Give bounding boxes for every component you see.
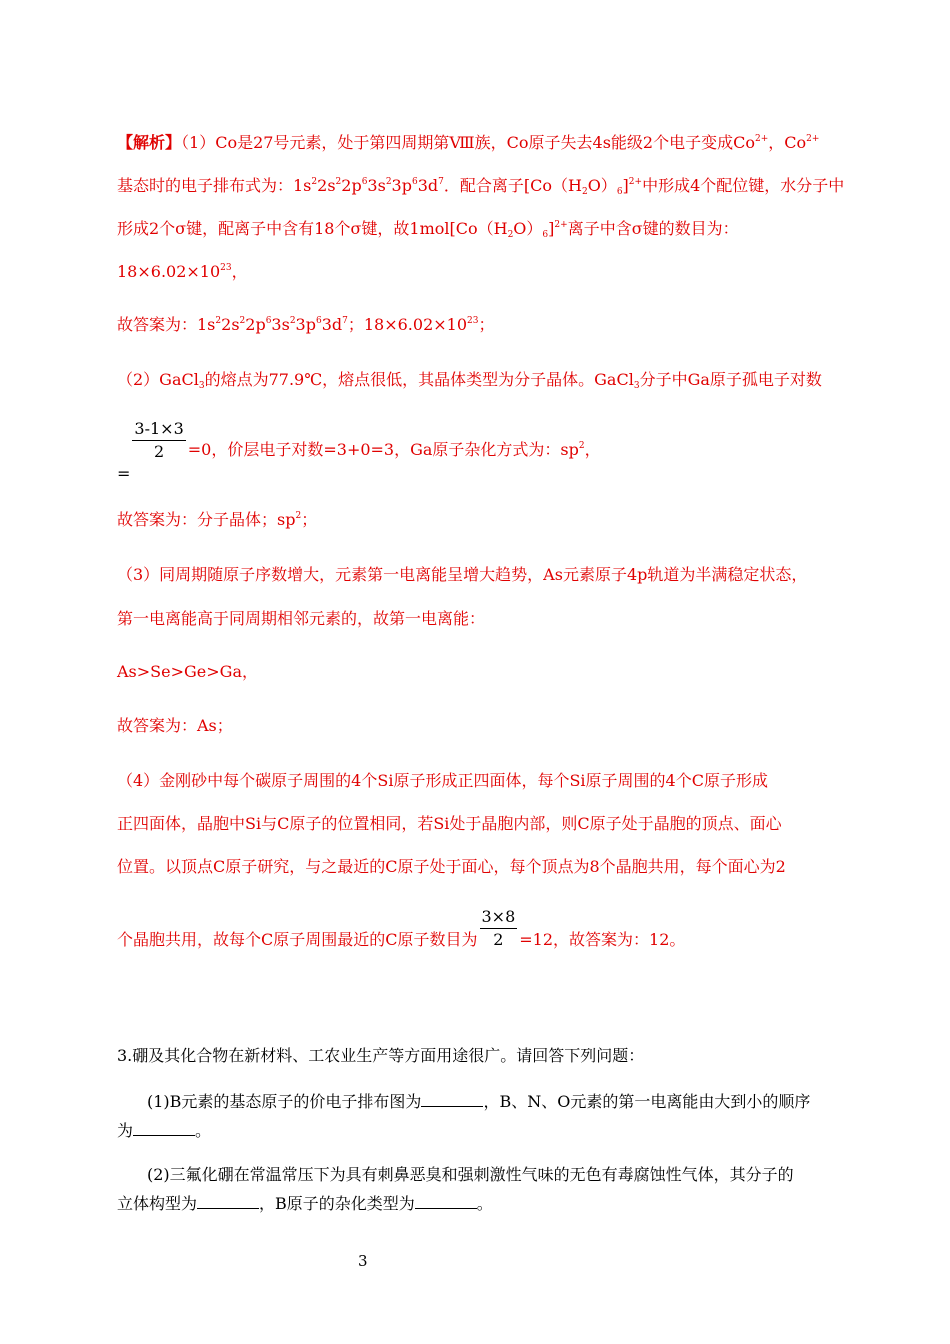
answer-2 [117,510,317,530]
text: =0，价层电子对数=3+0=3，Ga原子杂化方式为：sp [187,440,579,459]
superscript: 2 [289,316,296,326]
superscript: 2+ [806,134,820,144]
subscript: 2 [581,187,588,197]
text: 正四面体，晶胞中Si与C原子的位置相同，若Si处于晶胞内部，则C原子处于晶胞的顶点、面心 [117,814,782,833]
text: ；18×6.02×10 [347,315,468,334]
question-title [117,1046,644,1066]
superscript: 2 [578,441,585,451]
analysis-line-2: 基态时的电子排布式为：$1s^22s^22p^63s^23p^63d^7$．配合离子$[Co(H_2O)_6]^{2+}$中形成4个配位键，水分子中 [117,176,845,197]
analysis-part-4-line-2 [117,814,782,834]
fraction-denominator: 2 [153,442,165,461]
text: (1)B元素的基态原子的价电子排布图为 [147,1092,422,1111]
question-part-2-line-2 [117,1194,493,1214]
superscript: 2+ [554,220,568,230]
text: 第一电离能高于同周期相邻元素的，故第一电离能： [117,609,486,628]
subscript: 6 [542,230,549,240]
subscript: 2 [507,230,514,240]
text: 离子中含σ键的数目为： [567,219,739,238]
text: ； [478,315,495,334]
fraction-numerator: 3×8 [480,906,518,929]
subscript: 3 [633,381,640,391]
superscript: 6 [315,316,322,326]
text: 基态时的电子排布式为：1s [117,176,312,195]
text: 个晶胞共用，故每个C原子周围最近的C原子数目为 [117,930,478,949]
text: ； [301,510,318,529]
superscript: 2 [239,316,246,326]
answer-blank[interactable] [415,1194,477,1209]
text: 故答案为：As； [117,716,233,735]
page-number: 3 [358,1252,368,1270]
answer-blank[interactable] [133,1121,195,1136]
text: 分子中Ga原子孤电子对数 [639,370,822,389]
superscript: 6 [265,316,272,326]
text: （2）GaCl [117,370,199,389]
analysis-part-3-line-3 [117,662,258,682]
text: （1）Co是27号元素，处于第四周期第Ⅷ族，Co原子失去4s能级2个电子变成Co [181,133,755,152]
text: 位置。以顶点C原子研究，与之最近的C原子处于面心，每个顶点为8个晶胞共用，每个面心为2 [117,857,786,876]
text: 故答案为：1s [117,315,216,334]
analysis-part-4-line-4 [117,906,685,951]
text: ，B原子的杂化类型为 [259,1194,415,1213]
superscript: 2 [295,511,302,521]
superscript: 6 [361,177,368,187]
superscript: 23 [220,263,232,273]
subscript: 6 [616,187,623,197]
text: 中形成4个配位键，水分子中 [642,176,845,195]
fraction [480,906,518,951]
text: (2)三氟化硼在常温常压下为具有刺鼻恶臭和强刺激性气味的无色有毒腐蚀性气体，其分子的 [147,1165,794,1184]
text: 配合离子[Co（H [459,176,582,195]
fraction [132,418,185,463]
text: 故答案为：分子晶体；sp [117,510,296,529]
answer-blank[interactable] [197,1194,259,1209]
text: ，Co [768,133,807,152]
text: 立体构型为 [117,1194,198,1213]
analysis-line-3: 形成2个σ键，配离子中含有18个σ键，故$1mol[Co(H_2O)_6]^{2+}$离子中含σ键的数目为： [117,219,739,240]
superscript: 2 [335,177,342,187]
fraction-denominator: 2 [493,930,504,949]
text: 。 [195,1121,212,1140]
superscript: 7 [342,316,348,326]
text: （4）金刚砂中每个碳原子周围的4个Si原子形成正四面体，每个Si原子周围的4个C原子形成 [117,771,768,790]
text-group [188,439,601,461]
analysis-part-3-line-2 [117,609,485,629]
text: 。 [476,1194,493,1213]
text: （3）同周期随原子序数增大，元素第一电离能呈增大趋势，As元素原子4p轨道为半满稳定状态， [117,565,808,584]
analysis-tag: 【解析】 [117,133,182,152]
text: ， [231,262,248,281]
text: 3.硼及其化合物在新材料、工农业生产等方面用途很广。请回答下列问题： [117,1046,645,1065]
text: O） [513,219,543,238]
analysis-part-4-line-1 [117,771,768,791]
answer-blank[interactable] [421,1092,483,1107]
analysis-part-4-line-3 [117,857,786,877]
analysis-part-3-line-1 [117,565,807,585]
superscript: 7 [438,177,444,187]
analysis-line-4 [117,262,248,282]
text: As>Se>Ge>Ga， [117,662,258,681]
text: 的熔点为77.9℃，熔点很低，其晶体类型为分子晶体。GaCl [204,370,634,389]
superscript: 2+ [628,177,643,187]
text: =12，故答案为：12。 [519,930,686,949]
text: ， [584,440,601,459]
question-part-2-line-1 [147,1165,794,1185]
superscript: 2 [215,316,222,326]
answer-1: 故答案为：$1s^22s^22p^63s^23p^63d^7$；$18\times 6.02\times 10^{23}$； [117,315,495,334]
answer-3 [117,716,233,736]
subscript: 3 [198,381,205,391]
text: ，B、N、O元素的第一电离能由大到小的顺序 [483,1092,811,1111]
superscript: 6 [411,177,418,187]
superscript: 2 [311,177,318,187]
analysis-part-2-line-2 [117,418,601,485]
text: O） [587,176,617,195]
fraction-numerator: 3-1×3 [132,418,185,441]
superscript: 2+ [754,134,769,144]
superscript: 2 [385,177,392,187]
equals-sign: = [117,464,131,483]
analysis-line-1 [117,133,819,153]
superscript: 23 [467,316,479,326]
question-part-1-line-1 [147,1092,810,1112]
question-part-1-line-2 [117,1121,211,1141]
text: 为 [117,1121,134,1140]
text: 形成2个σ键，配离子中含有18个σ键，故1mol[Co（H [117,219,508,238]
analysis-part-2-line-1 [117,370,822,390]
text: 18×6.02×10 [117,262,221,281]
